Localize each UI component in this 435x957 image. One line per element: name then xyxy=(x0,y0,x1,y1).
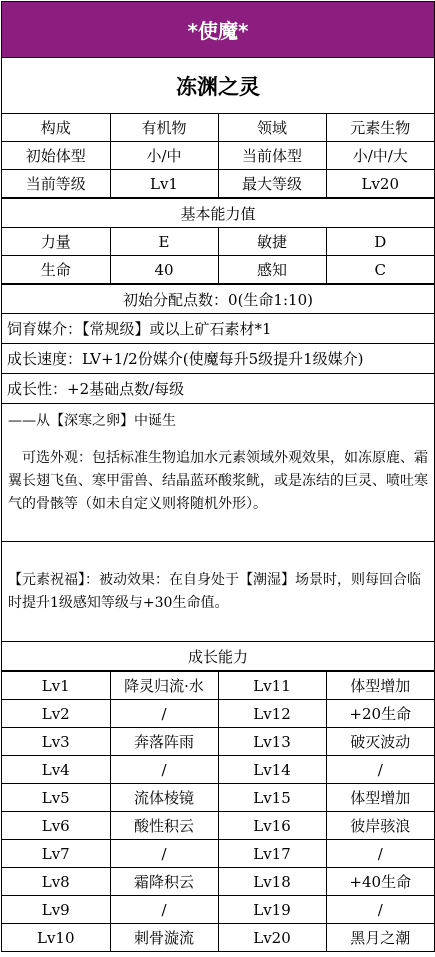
level-label: Lv9 xyxy=(2,896,110,924)
level-row xyxy=(2,896,434,924)
level-label: Lv5 xyxy=(2,784,110,812)
level-ability: / xyxy=(326,896,434,924)
cell-value: Lv1 xyxy=(110,170,218,198)
level-label: Lv16 xyxy=(218,812,326,840)
cell-label: 领域 xyxy=(218,114,326,142)
level-row xyxy=(2,924,434,952)
ability-section-title: 基本能力值 xyxy=(2,198,434,228)
level-label: Lv3 xyxy=(2,728,110,756)
basic-info-table xyxy=(2,114,434,198)
level-row xyxy=(2,728,434,756)
level-label: Lv18 xyxy=(218,868,326,896)
table-row xyxy=(2,142,434,170)
levels-table xyxy=(2,671,434,951)
level-ability: 霜降积云 xyxy=(110,868,218,896)
level-label: Lv20 xyxy=(218,924,326,952)
level-label: Lv6 xyxy=(2,812,110,840)
cell-value: D xyxy=(326,228,434,256)
growth-rate: 成长性：+2基础点数/每级 xyxy=(2,374,434,404)
cell-value: C xyxy=(326,256,434,284)
level-ability: 酸性积云 xyxy=(110,812,218,840)
level-ability: 体型增加 xyxy=(326,784,434,812)
cell-label: 初始体型 xyxy=(2,142,110,170)
level-row xyxy=(2,868,434,896)
level-label: Lv19 xyxy=(218,896,326,924)
cell-value: Lv20 xyxy=(326,170,434,198)
cell-value: 有机物 xyxy=(110,114,218,142)
cell-value: 小/中/大 xyxy=(326,142,434,170)
level-ability: / xyxy=(326,756,434,784)
level-label: Lv15 xyxy=(218,784,326,812)
cell-label: 最大等级 xyxy=(218,170,326,198)
familiar-name: 冻渊之灵 xyxy=(2,58,434,114)
level-ability: 奔落阵雨 xyxy=(110,728,218,756)
cell-label: 当前等级 xyxy=(2,170,110,198)
level-label: Lv17 xyxy=(218,840,326,868)
origin-text: ——从【深寒之卵】中诞生 xyxy=(8,413,176,429)
level-label: Lv2 xyxy=(2,700,110,728)
initial-points: 初始分配点数：0(生命1:10) xyxy=(2,284,434,314)
element-blessing xyxy=(2,542,434,642)
level-label: Lv13 xyxy=(218,728,326,756)
level-label: Lv11 xyxy=(218,672,326,700)
level-label: Lv10 xyxy=(2,924,110,952)
level-ability: +40生命 xyxy=(326,868,434,896)
level-row xyxy=(2,700,434,728)
level-ability: / xyxy=(326,840,434,868)
level-ability: / xyxy=(110,840,218,868)
level-ability: 体型增加 xyxy=(326,672,434,700)
level-ability: / xyxy=(110,896,218,924)
level-ability: 破灭波动 xyxy=(326,728,434,756)
level-row xyxy=(2,812,434,840)
cell-value: 元素生物 xyxy=(326,114,434,142)
level-ability: / xyxy=(110,700,218,728)
appearance-text: 可选外观：包括标准生物追加水元素领域外观效果，如冻原鹿、霜翼长翅飞鱼、寒甲雷兽、结晶蓝环酸浆鱿，或是冻结的巨灵、喷吐寒气的骨骸等（如未自定义则将随机外形）。 xyxy=(8,450,428,512)
cell-label: 当前体型 xyxy=(218,142,326,170)
cell-value: E xyxy=(110,228,218,256)
table-row xyxy=(2,256,434,284)
level-ability: +20生命 xyxy=(326,700,434,728)
table-row xyxy=(2,114,434,142)
cell-label: 敏捷 xyxy=(218,228,326,256)
level-ability: 黑月之潮 xyxy=(326,924,434,952)
table-row xyxy=(2,228,434,256)
cell-label: 感知 xyxy=(218,256,326,284)
level-row xyxy=(2,840,434,868)
level-label: Lv1 xyxy=(2,672,110,700)
growth-speed: 成长速度：LV+1/2份媒介(使魔每升5级提升1级媒介) xyxy=(2,344,434,374)
levels-section-title: 成长能力 xyxy=(2,642,434,671)
cell-label: 构成 xyxy=(2,114,110,142)
cell-value: 40 xyxy=(110,256,218,284)
level-row xyxy=(2,784,434,812)
level-label: Lv14 xyxy=(218,756,326,784)
feeding-medium: 饲育媒介：【常规级】或以上矿石素材*1 xyxy=(2,314,434,344)
cell-label: 生命 xyxy=(2,256,110,284)
description-block xyxy=(2,404,434,542)
cell-value: 小/中 xyxy=(110,142,218,170)
level-label: Lv4 xyxy=(2,756,110,784)
table-row xyxy=(2,170,434,198)
sheet-header: *使魔* xyxy=(2,2,434,58)
level-row xyxy=(2,756,434,784)
familiar-sheet xyxy=(1,1,435,952)
level-ability: 流体棱镜 xyxy=(110,784,218,812)
level-label: Lv12 xyxy=(218,700,326,728)
level-label: Lv8 xyxy=(2,868,110,896)
level-row xyxy=(2,672,434,700)
level-ability: 彼岸骇浪 xyxy=(326,812,434,840)
level-ability: / xyxy=(110,756,218,784)
ability-table xyxy=(2,228,434,284)
level-ability: 刺骨漩流 xyxy=(110,924,218,952)
blessing-text: 【元素祝福】：被动效果：在自身处于【潮湿】场景时，则每回合临时提升1级感知等级与+30生命值。 xyxy=(8,571,421,611)
level-ability: 降灵归流·水 xyxy=(110,672,218,700)
cell-label: 力量 xyxy=(2,228,110,256)
level-label: Lv7 xyxy=(2,840,110,868)
